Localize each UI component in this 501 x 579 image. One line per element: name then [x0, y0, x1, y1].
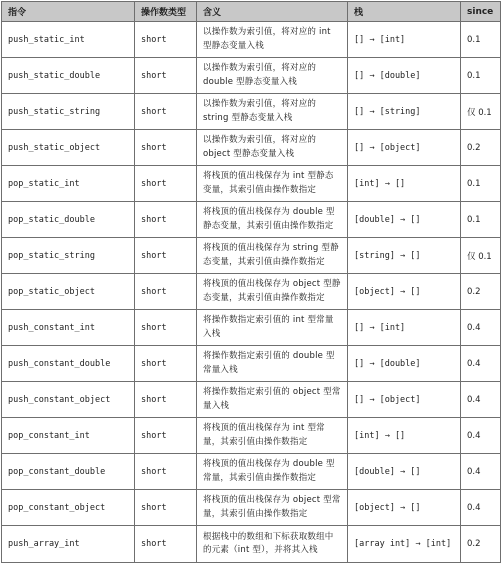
- meaning-cell: 将栈顶的值出栈保存为 double 型静态变量，其索引值由操作数指定: [197, 202, 348, 238]
- since-cell: 0.4: [461, 418, 501, 454]
- since-cell: 0.2: [461, 526, 501, 563]
- header-stack: 栈: [348, 2, 461, 22]
- since-cell: 仅 0.1: [461, 94, 501, 130]
- operand-type-cell: short: [135, 238, 197, 274]
- meaning-cell: 以操作数为索引值，将对应的 object 型静态变量入栈: [197, 130, 348, 166]
- since-cell: 0.4: [461, 346, 501, 382]
- table-row: [2, 94, 501, 130]
- since-cell: 0.1: [461, 166, 501, 202]
- operand-type-cell: short: [135, 490, 197, 526]
- table-body: [2, 22, 501, 563]
- instruction-cell: push_static_string: [2, 94, 135, 130]
- meaning-cell: 将操作数指定索引值的 int 型常量入栈: [197, 310, 348, 346]
- since-cell: 0.4: [461, 310, 501, 346]
- table-row: [2, 454, 501, 490]
- instruction-cell: pop_static_object: [2, 274, 135, 310]
- instruction-cell: pop_constant_int: [2, 418, 135, 454]
- meaning-cell: 将栈顶的值出栈保存为 object 型常量，其索引值由操作数指定: [197, 490, 348, 526]
- instruction-cell: push_static_object: [2, 130, 135, 166]
- table-row: [2, 490, 501, 526]
- instruction-cell: push_static_int: [2, 22, 135, 58]
- header-row: [2, 2, 501, 22]
- operand-type-cell: short: [135, 22, 197, 58]
- instruction-cell: push_constant_object: [2, 382, 135, 418]
- stack-cell: [] → [double]: [348, 58, 461, 94]
- meaning-cell: 根据栈中的数组和下标获取数组中的元素（int 型），并将其入栈: [197, 526, 348, 563]
- meaning-cell: 将栈顶的值出栈保存为 double 型常量，其索引值由操作数指定: [197, 454, 348, 490]
- stack-cell: [] → [double]: [348, 346, 461, 382]
- instruction-cell: push_static_double: [2, 58, 135, 94]
- since-cell: 0.1: [461, 202, 501, 238]
- stack-cell: [object] → []: [348, 274, 461, 310]
- operand-type-cell: short: [135, 346, 197, 382]
- since-cell: 0.1: [461, 58, 501, 94]
- instruction-cell: pop_constant_double: [2, 454, 135, 490]
- table-row: [2, 346, 501, 382]
- stack-cell: [] → [object]: [348, 130, 461, 166]
- since-cell: 0.2: [461, 130, 501, 166]
- table-row: [2, 22, 501, 58]
- table-row: [2, 238, 501, 274]
- operand-type-cell: short: [135, 58, 197, 94]
- instruction-cell: push_constant_double: [2, 346, 135, 382]
- meaning-cell: 将操作数指定索引值的 object 型常量入栈: [197, 382, 348, 418]
- table-row: [2, 166, 501, 202]
- meaning-cell: 以操作数为索引值，将对应的 string 型静态变量入栈: [197, 94, 348, 130]
- meaning-cell: 以操作数为索引值，将对应的 double 型静态变量入栈: [197, 58, 348, 94]
- stack-cell: [] → [int]: [348, 22, 461, 58]
- instruction-table: [1, 1, 501, 563]
- table-row: [2, 58, 501, 94]
- instruction-cell: push_constant_int: [2, 310, 135, 346]
- header-operand-type: 操作数类型: [135, 2, 197, 22]
- instruction-cell: pop_static_double: [2, 202, 135, 238]
- operand-type-cell: short: [135, 202, 197, 238]
- table-row: [2, 418, 501, 454]
- stack-cell: [] → [string]: [348, 94, 461, 130]
- header-meaning: 含义: [197, 2, 348, 22]
- meaning-cell: 将栈顶的值出栈保存为 int 型常量，其索引值由操作数指定: [197, 418, 348, 454]
- operand-type-cell: short: [135, 454, 197, 490]
- operand-type-cell: short: [135, 274, 197, 310]
- header-since: since: [461, 2, 501, 22]
- stack-cell: [] → [int]: [348, 310, 461, 346]
- instruction-cell: push_array_int: [2, 526, 135, 563]
- table-row: [2, 310, 501, 346]
- instruction-cell: pop_static_string: [2, 238, 135, 274]
- operand-type-cell: short: [135, 310, 197, 346]
- since-cell: 0.4: [461, 454, 501, 490]
- stack-cell: [array int] → [int]: [348, 526, 461, 563]
- operand-type-cell: short: [135, 418, 197, 454]
- table-row: [2, 274, 501, 310]
- instruction-cell: pop_static_int: [2, 166, 135, 202]
- instruction-cell: pop_constant_object: [2, 490, 135, 526]
- meaning-cell: 以操作数为索引值，将对应的 int 型静态变量入栈: [197, 22, 348, 58]
- meaning-cell: 将栈顶的值出栈保存为 object 型静态变量，其索引值由操作数指定: [197, 274, 348, 310]
- operand-type-cell: short: [135, 94, 197, 130]
- since-cell: 0.2: [461, 274, 501, 310]
- stack-cell: [double] → []: [348, 454, 461, 490]
- operand-type-cell: short: [135, 526, 197, 563]
- stack-cell: [] → [object]: [348, 382, 461, 418]
- since-cell: 仅 0.1: [461, 238, 501, 274]
- meaning-cell: 将操作数指定索引值的 double 型常量入栈: [197, 346, 348, 382]
- meaning-cell: 将栈顶的值出栈保存为 string 型静态变量，其索引值由操作数指定: [197, 238, 348, 274]
- table-row: [2, 130, 501, 166]
- operand-type-cell: short: [135, 130, 197, 166]
- table-row: [2, 202, 501, 238]
- stack-cell: [string] → []: [348, 238, 461, 274]
- stack-cell: [int] → []: [348, 166, 461, 202]
- since-cell: 0.4: [461, 490, 501, 526]
- since-cell: 0.1: [461, 22, 501, 58]
- stack-cell: [double] → []: [348, 202, 461, 238]
- meaning-cell: 将栈顶的值出栈保存为 int 型静态变量，其索引值由操作数指定: [197, 166, 348, 202]
- stack-cell: [int] → []: [348, 418, 461, 454]
- stack-cell: [object] → []: [348, 490, 461, 526]
- table-row: [2, 526, 501, 563]
- operand-type-cell: short: [135, 166, 197, 202]
- since-cell: 0.4: [461, 382, 501, 418]
- header-instruction: 指令: [2, 2, 135, 22]
- table-row: [2, 382, 501, 418]
- operand-type-cell: short: [135, 382, 197, 418]
